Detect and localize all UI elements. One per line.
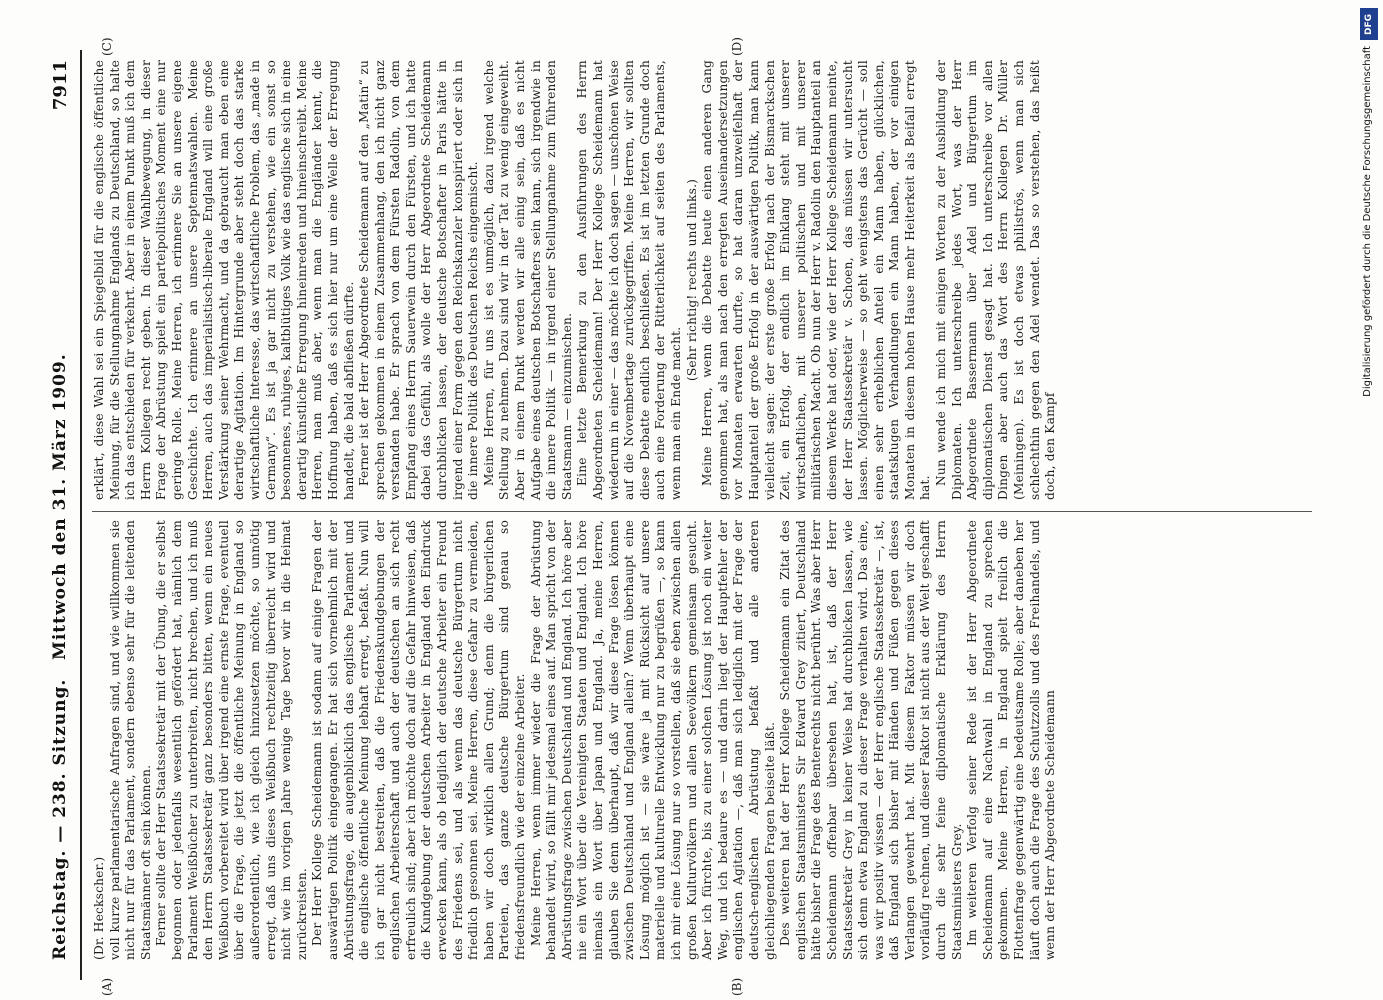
document-page — [40, 37, 1340, 1000]
paragraph: Im weiteren Verfolg seiner Rede ist der Herr Abgeordnete Scheidemann auf eine Nachwahl in England zu sprechen gekommen. Meine Herren, in England spielt freilich die Flottenfrage gegenwärtig eine bedeutsame Rolle; aber daneben her läuft doch auch die Frage des Schutzzolls und des Freihandels, und wenn der Herr Abgeordnete Scheidemann — [965, 520, 1058, 960]
paragraph: Nun wende ich mich mit einigen Worten zu der Ausbildung der Diplomaten. Ich unterschreibe jedes Wort, was der Herr Abgeordnete Bassermann über Adel und Bürgertum im diplomatischen Dienst gesagt hat. Ich unterschreibe vor allen Dingen aber auch das Wort des Herrn Kollegen Dr. Müller (Meiningen). Es ist doch etwas philiströs, wenn man sich schlechthin gegen den Adel wendet. Das so verstehen, das heißt doch, den Kampf — [934, 60, 1058, 500]
margin-marker-a: (A) — [100, 977, 114, 996]
attribution-margin — [1356, 0, 1383, 1000]
paragraph: Der Herr Kollege Scheidemann ist sodann auf einige Fragen der auswärtigen Politik eingegangen. Er hat sich vornehmlich mit der Abrüstungsfrage, die augenblicklich das englische Parlament und die englische öffentliche Meinung lebhaft erregt, befaßt. Nun will ich gar nicht bestreiten, daß die Friedenskundgebungen der englischen Arbeiterschaft und auch der deutschen an sich recht erfreulich sind; aber ich möchte doch auf die Gefahr hinweisen, daß die Kundgebung der deutschen Arbeiter in England den Eindruck erwecken kann, als ob lediglich der deutsche Arbeiter ein Freund des Friedens sei, und als wenn das deutsche Bürgertum nicht friedlich gesonnen sei. Meine Herren, diese Gefahr zu vermeiden, haben wir doch wirklich allen Grund; denn die bürgerlichen Parteien, das ganze deutsche Bürgertum sind genau so friedensfreundlich wie der einzelne Arbeiter. — [310, 520, 528, 960]
right-column — [92, 60, 1059, 500]
header-rule — [80, 50, 82, 980]
paragraph: Ferner ist der Herr Abgeordnete Scheidemann auf den „Matin“ zu sprechen gekommen in einem Zusammenhang, den ich nicht ganz verstanden habe. Er sprach von dem Fürsten Radolin, von dem Empfang eines Herrn Sauerwein durch den Fürsten, und ich hatte dabei das Gefühl, als wolle der Herr Abgeordnete Scheidemann durchblicken lassen, der deutsche Botschafter in Paris hätte in irgend einer Form gegen den Reichskanzler konspiriert oder sich in die innere Politik des Deutschen Reichs eingemischt. — [357, 60, 481, 500]
paragraph: erklärt, diese Wahl sei ein Spiegelbild für die englische öffentliche Meinung, für die Stellungnahme Englands zu Deutschland, so halte ich das entschieden für verkehrt. Aber in einem Punkt muß ich dem Herrn Kollegen recht geben. In dieser Wahlbewegung, in dieser Frage der Abrüstung spielt ein parteipolitisches Moment eine nur geringe Rolle. Meine Herren, ich erinnere Sie an unsere eigene Geschichte. Ich erinnere an unsere Septennatswahlen. Meine Herren, auch das imperialistisch-liberale England will eine große Verstärkung seiner Wehrmacht, und da gebraucht man eben eine derartige Agitation. Im Hintergrunde aber steht doch das starke wirtschaftliche Interesse, das wirtschaftliche Problem, das „made in Germany“. Es ist ja gar nicht zu verstehen, wie ein sonst so besonnenes, ruhiges, kaltblütiges Volk wie das englische sich in eine derartig künstliche Erregung hineinreden und hineinschreibt. Meine Herren, man muß aber, wenn man die Engländer kennt, die Hoffnung haben, daß es sich hier nur um eine Welle der Erregung handelt, die bald abfließen dürfte. — [92, 60, 356, 500]
header-left: Reichstag. — 238. Sitzung. — [50, 678, 70, 960]
paragraph: Eine letzte Bemerkung zu den Ausführungen des Herrn Abgeordneten Scheidemann! Der Herr Kollege Scheidemann hat wiederum in einer — das möchte ich doch sagen — unschönen Weise auf die Novembertage zurückgegriffen. Meine Herren, wir sollten diese Debatte endlich beschließen. Es ist im letzten Grunde doch auch eine Forderung der Ritterlichkeit auf seiten des Parlaments, wenn man ein Ende macht. — [575, 60, 683, 500]
speaker-label: (Dr. Heckscher.) — [92, 856, 106, 960]
paragraph: Meine Herren, wenn immer wieder die Frage der Abrüstung behandelt wird, so fällt mir jedesmal eines auf. Man spricht von der Abrüstungsfrage zwischen Deutschland und England. Ich höre aber nie ein Wort über die Vereinigten Staaten und England. Ich höre niemals ein Wort über Japan und England. Ja, meine Herren, glauben Sie denn überhaupt, daß wir diese Frage lösen können zwischen Deutschland und England allein? Wenn überhaupt eine Lösung möglich ist — sie wäre ja mit Rücksicht auf unsere materielle und kulturelle Entwicklung nur zu begrüßen —, so kann ich mir eine Lösung nur so vorstellen, daß sie eben zwischen allen großen Kulturvölkern und allen Seevölkern gemeinsam gesucht. Aber ich fürchte, bis zu einer solchen Lösung ist noch ein weiter Weg, und ich bedaure es — und darin liegt der Hauptfehler der englischen Agitation —, daß man sich lediglich mit der Frage der deutsch-englischen Abrüstung befaßt und alle anderen gleichliegenden Fragen beiseite läßt. — [528, 520, 777, 960]
dfg-logo: DFG — [1360, 8, 1378, 40]
running-header — [40, 40, 80, 1000]
column-divider — [92, 511, 1312, 512]
margin-marker-c: (C) — [100, 37, 114, 56]
paragraph: Meine Herren, wenn die Debatte heute einen anderen Gang genommen hat, als man nach den erregten Auseinandersetzungen vor Monaten erwarten durfte, so hat daran unzweifelhaft der Hauptanteil der große Erfolg in der auswärtigen Politik, man kann vielleicht sagen: der erste große Erfolg nach der Bismarckschen Zeit, ein Erfolg, der endlich im Einklang steht mit unserer wirtschaftlichen, mit unserer politischen und mit unserer militärischen Macht. Ob nun der Herr v. Radolin den Hauptanteil an diesem Werke hat oder, wie der Herr Kollege Scheidemann meinte, der Herr Staatssekretär v. Schoen, das müssen wir untersucht lassen. Möglicherweise — so geht wenigstens das Gerücht — soll einen sehr erheblichen Anteil ein Mann haben, glücklichen, staatsklugen Verhandlungen ein Mann haben, der vor einigen Monaten in diesem hohen Hause mehr Heiterkeit als Beifall erregt hat. — [700, 60, 933, 500]
paragraph: Meine Herren, für uns ist es unmöglich, dazu irgend welche Stellung zu nehmen. Dazu sind wir in der Tat zu wenig eingeweiht. Aber in einem Punkt werden wir alle einig sein, daß es nicht Aufgabe eines deutschen Botschafters sein kann, sich irgendwie in die innere Politik — in irgend einer Stellungnahme zum führenden Staatsmann — einzumischen. — [481, 60, 574, 500]
interjection: (Sehr richtig! rechts und links.) — [684, 178, 699, 382]
paragraph: Ferner sollte der Herr Staatssekretär mit der Übung, die er selbst begonnen oder jedenfalls wesentlich gefördert hat, nämlich dem Parlament Weißbücher zu unterbreiten, nicht brechen, und ich muß den Herrn Staatssekretär ganz besonders bitten, wenn ein neues Weißbuch vorbereitet wird über irgend eine ernste Frage, eventuell über die Frage, die jetzt die öffentliche Meinung in England so außerordentlich, wie ich gleich hinzusetzen möchte, so unnötig erregt, daß uns dieses Weißbuch rechtzeitig überreicht wird und nicht wie im vorigen Jahre wenige Tage bevor wir in die Heimat zurückreisten. — [154, 520, 309, 960]
left-column — [92, 520, 1059, 960]
margin-marker-b: (B) — [730, 977, 744, 996]
margin-marker-d: (D) — [730, 37, 744, 56]
header-date: Mittwoch den 31. März 1909. — [50, 353, 70, 660]
page-number: 7911 — [50, 60, 71, 111]
paragraph: voll kurze parlamentarische Anfragen sind, und wie willkommen sie nicht nur für das Parlament, sondern ebenso sehr für die leitenden Staatsmänner oft sein können. — [107, 520, 153, 960]
paragraph: Des weiteren hat der Herr Kollege Scheidemann ein Zitat des englischen Staatsministers Sir Edward Grey zitiert, Deutschland hätte bisher die Frage des Benterechts nicht berührt. Was aber Herr Scheidemann offenbar übersehen hat, ist, daß der Herr Staatssekretär Grey in keiner Weise hat durchblicken lassen, wie sich denn etwa England zu dieser Frage verhalten wird. Das eine, was wir positiv wissen — der Herr englische Staatssekretär —, ist, daß England sich bisher mit Händen und Füßen gegen dieses Verlangen gewehrt hat. Mit diesem Faktor müssen wir doch vorläufig rechnen, und dieser Faktor ist nicht aus der Welt geschafft durch die sehr feine diplomatische Erklärung des Herrn Staatsministers Grey. — [778, 520, 964, 960]
digitization-credit: Digitalisierung gefördert durch die Deutsche Forschungsgemeinschaft — [1362, 46, 1373, 397]
